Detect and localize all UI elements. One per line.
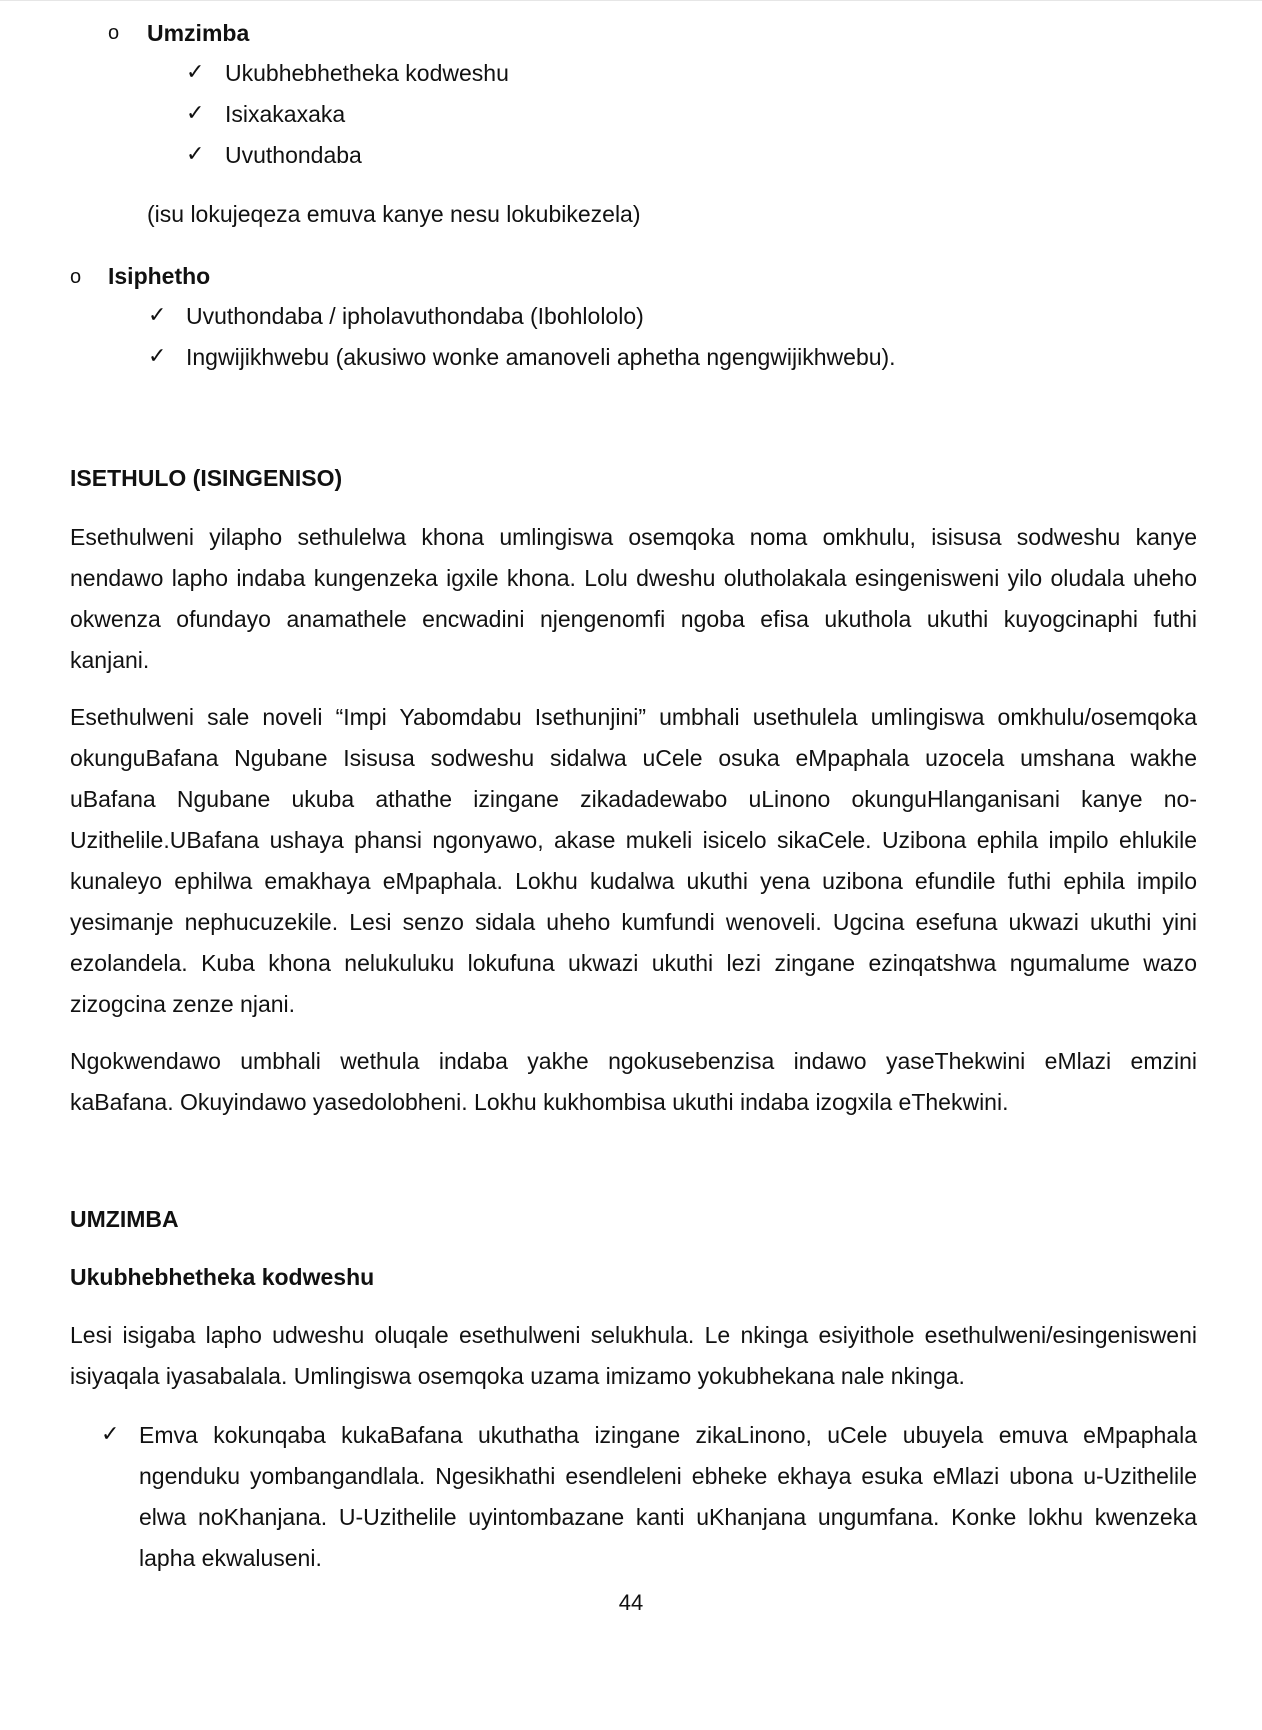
- paragraph-line: kunaleyo ephilwa emakhaya eMpaphala. Lokhu kudalwa ukuthi yena uzibona efundile futhi ephila impilo: [70, 868, 1197, 894]
- paragraph: [70, 517, 1197, 681]
- paragraph-line: nendawo lapho indaba kungenzeka igxile khona. Lolu dweshu olutholakala esingenisweni yilo oludala uheho: [70, 565, 1197, 591]
- outline-isiphetho-item: Ingwijikhwebu (akusiwo wonke amanoveli aphetha ngengwijikhwebu).: [186, 344, 896, 370]
- outline-umzimba-item: Isixakaxaka: [225, 101, 346, 127]
- checkmark-icon: ✓: [148, 344, 167, 369]
- paragraph: [70, 697, 1197, 1025]
- paragraph-line: Lesi isigaba lapho udweshu oluqale esethulweni selukhula. Le nkinga esiyithole esethulweni/esingenisweni: [70, 1322, 1197, 1348]
- checkmark-icon: ✓: [148, 303, 167, 328]
- paragraph-line: Ngokwendawo umbhali wethula indaba yakhe ngokusebenzisa indawo yaseThekwini eMlazi emzini: [70, 1048, 1197, 1074]
- paragraph-line: isiyaqala iyasabalala. Umlingiswa osemqoka uzama imizamo yokubhekana nale nkinga.: [70, 1363, 965, 1389]
- outline-umzimba-item: Ukubhebhetheka kodweshu: [225, 60, 509, 86]
- outline-umzimba-note: (isu lokujeqeza emuva kanye nesu lokubikezela): [147, 201, 641, 227]
- paragraph-line: ngenduku yombangandlala. Ngesikhathi esendleleni ebheke ekhaya esuka eMlazi ubona u-Uzithelile: [139, 1463, 1197, 1489]
- paragraph-line: Esethulweni sale noveli “Impi Yabomdabu Isethunjini” umbhali usethulela umlingiswa omkhulu/osemqoka: [70, 704, 1197, 730]
- section-heading-isethulo: ISETHULO (ISINGENISO): [70, 465, 343, 491]
- checkmark-icon: ✓: [101, 1422, 120, 1447]
- paragraph-line: yesimanje nephucuzekile. Lesi senzo sidala uheho kumfundi wenoveli. Ugcina esefuna ukwazi ukuthi yini: [70, 909, 1197, 935]
- checkmark-icon: ✓: [186, 142, 205, 167]
- outline-umzimba-item: Uvuthondaba: [225, 142, 362, 168]
- page-number: 44: [618, 1590, 644, 1615]
- paragraph-line: kanjani.: [70, 647, 150, 673]
- outline-isiphetho-item: Uvuthondaba / ipholavuthondaba (Ibohlololo): [186, 303, 644, 329]
- outline-isiphetho-heading: Isiphetho: [108, 263, 211, 289]
- top-border: [0, 0, 1262, 1]
- paragraph: [70, 1041, 1197, 1123]
- outline-umzimba-heading: Umzimba: [147, 20, 250, 46]
- paragraph-line: okwenza ofundayo anamathele encwadini njengenomfi ngoba efisa ukuthola ukuthi kuyogcinaphi futhi: [70, 606, 1197, 632]
- checklist-paragraph: [139, 1415, 1197, 1579]
- outline-bullet: o: [108, 22, 120, 44]
- paragraph-line: Emva kokunqaba kukaBafana ukuthatha izingane zikaLinono, uCele ubuyela emuva eMpaphala: [139, 1422, 1197, 1448]
- paragraph-line: elwa noKhanjana. U-Uzithelile uyintombazane kanti uKhanjana ungumfana. Konke lokhu kwenzeka: [139, 1504, 1197, 1530]
- checkmark-icon: ✓: [186, 60, 205, 85]
- outline-bullet: o: [70, 266, 82, 288]
- paragraph-line: uBafana Ngubane ukuba athathe izingane zikadadewabo uLinono okunguHlanganisani kanye no-: [70, 786, 1197, 812]
- paragraph: [70, 1315, 1197, 1397]
- paragraph-line: kaBafana. Okuyindawo yasedolobheni. Lokhu kukhombisa ukuthi indaba izogxila eThekwini.: [70, 1089, 1009, 1115]
- paragraph-line: okunguBafana Ngubane Isisusa sodweshu sidalwa uCele osuka eMpaphala uzocela umshana wakhe: [70, 745, 1197, 771]
- paragraph-line: lapha ekwaluseni.: [139, 1545, 322, 1571]
- paragraph-line: Uzithelile.UBafana ushaya phansi ngonyawo, akase mukeli isicelo sikaCele. Uzibona ephila impilo ehlukile: [70, 827, 1197, 853]
- paragraph-line: zizogcina zenze njani.: [70, 991, 296, 1017]
- paragraph-line: ezolandela. Kuba khona nelukuluku lokufuna ukwazi ukuthi lezi zingane ezinqatshwa ngumalume wazo: [70, 950, 1197, 976]
- paragraph-line: Esethulweni yilapho sethulelwa khona umlingiswa osemqoka noma omkhulu, isisusa sodweshu kanye: [70, 524, 1197, 550]
- section-heading-umzimba: UMZIMBA: [70, 1206, 179, 1232]
- checkmark-icon: ✓: [186, 101, 205, 126]
- subheading-ukubhebhetheka: Ukubhebhetheka kodweshu: [70, 1264, 375, 1290]
